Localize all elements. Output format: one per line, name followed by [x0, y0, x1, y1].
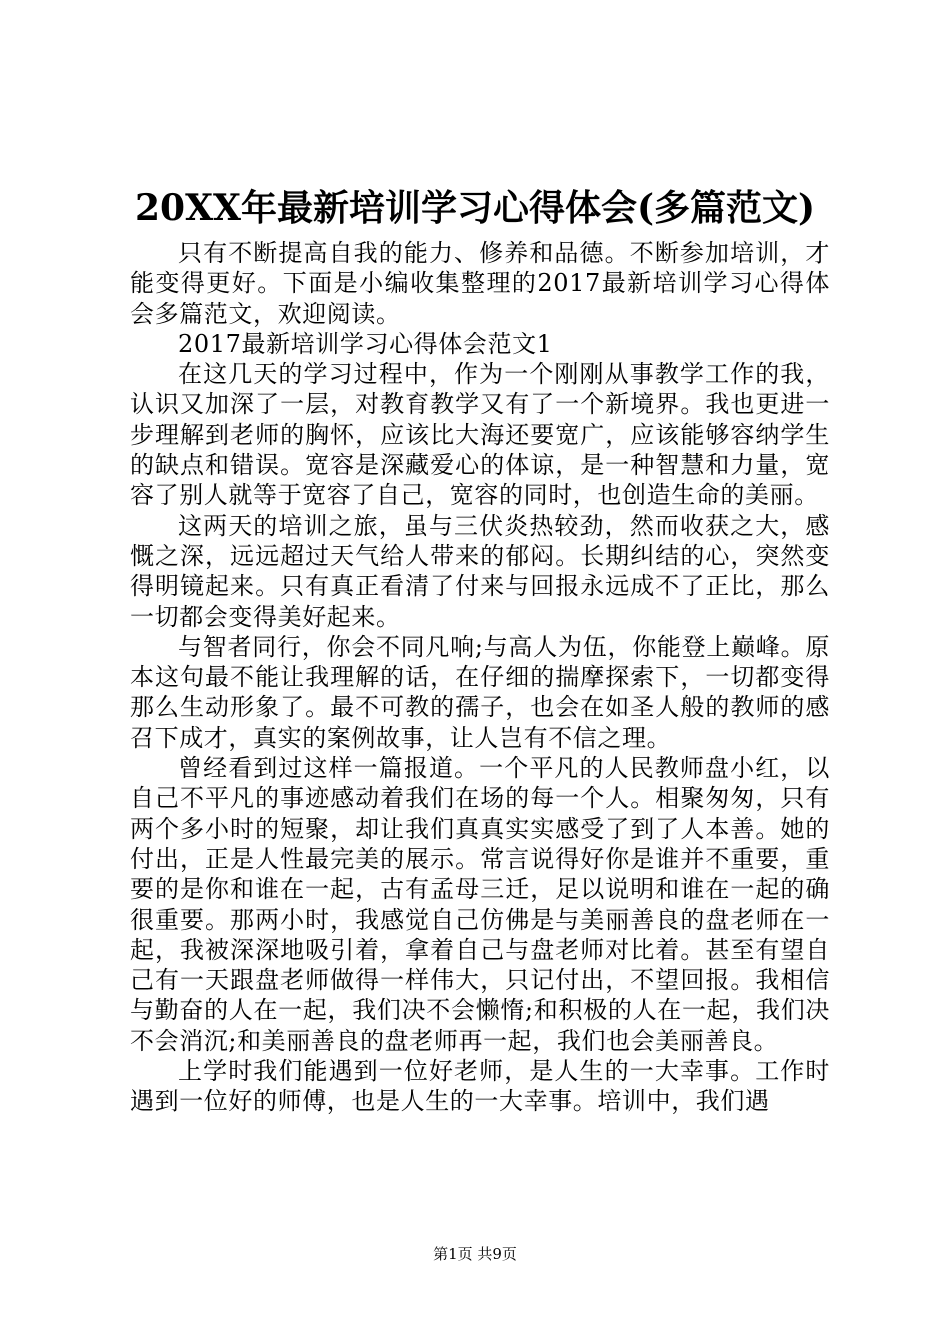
paragraph: 这两天的培训之旅，虽与三伏炎热较劲，然而收获之大，感慨之深，远远超过天气给人带来的郁闷。长期纠结的心，突然变得明镜起来。只有真正看清了付来与回报永远成不了正比，那么一切都会变得美好起来。 [130, 511, 830, 631]
document-body [130, 238, 830, 1117]
document-title: 20XX年最新培训学习心得体会(多篇范文) [134, 187, 816, 229]
paragraph: 曾经看到过这样一篇报道。一个平凡的人民教师盘小红，以自己不平凡的事迹感动着我们在场的每一个人。相聚匆匆，只有两个多小时的短聚，却让我们真真实实感受了到了人本善。她的付出，正是人性最完美的展示。常言说得好你是谁并不重要，重要的是你和谁在一起，古有孟母三迁，足以说明和谁在一起的确很重要。那两小时，我感觉自己仿佛是与美丽善良的盘老师在一起，我被深深地吸引着，拿着自己与盘老师对比着。甚至有望自己有一天跟盘老师做得一样伟大，只记付出，不望回报。我相信与勤奋的人在一起，我们决不会懒惰;和积极的人在一起，我们决不会消沉;和美丽善良的盘老师再一起，我们也会美丽善良。 [130, 754, 830, 1055]
page-footer: 第1页 共9页 [433, 1245, 517, 1263]
paragraph: 上学时我们能遇到一位好老师，是人生的一大幸事。工作时遇到一位好的师傅，也是人生的一大幸事。培训中，我们遇 [130, 1057, 830, 1116]
paragraph: 在这几天的学习过程中，作为一个刚刚从事教学工作的我，认识又加深了一层，对教育教学又有了一个新境界。我也更进一步理解到老师的胸怀，应该比大海还要宽广，应该能够容纳学生的缺点和错误。宽容是深藏爱心的体谅，是一种智慧和力量，宽容了别人就等于宽容了自己，宽容的同时，也创造生命的美丽。 [130, 360, 830, 510]
section-heading: 2017最新培训学习心得体会范文1 [178, 329, 553, 358]
paragraph: 与智者同行，你会不同凡响;与高人为伍，你能登上巅峰。原本这句最不能让我理解的话，在仔细的揣摩探索下，一切都变得那么生动形象了。最不可教的孺子，也会在如圣人般的教师的感召下成才，真实的案例故事，让人岂有不信之理。 [130, 632, 830, 752]
paragraph-intro: 只有不断提高自我的能力、修养和品德。不断参加培训，才能变得更好。下面是小编收集整理的2017最新培训学习心得体会多篇范文，欢迎阅读。 [130, 239, 830, 328]
